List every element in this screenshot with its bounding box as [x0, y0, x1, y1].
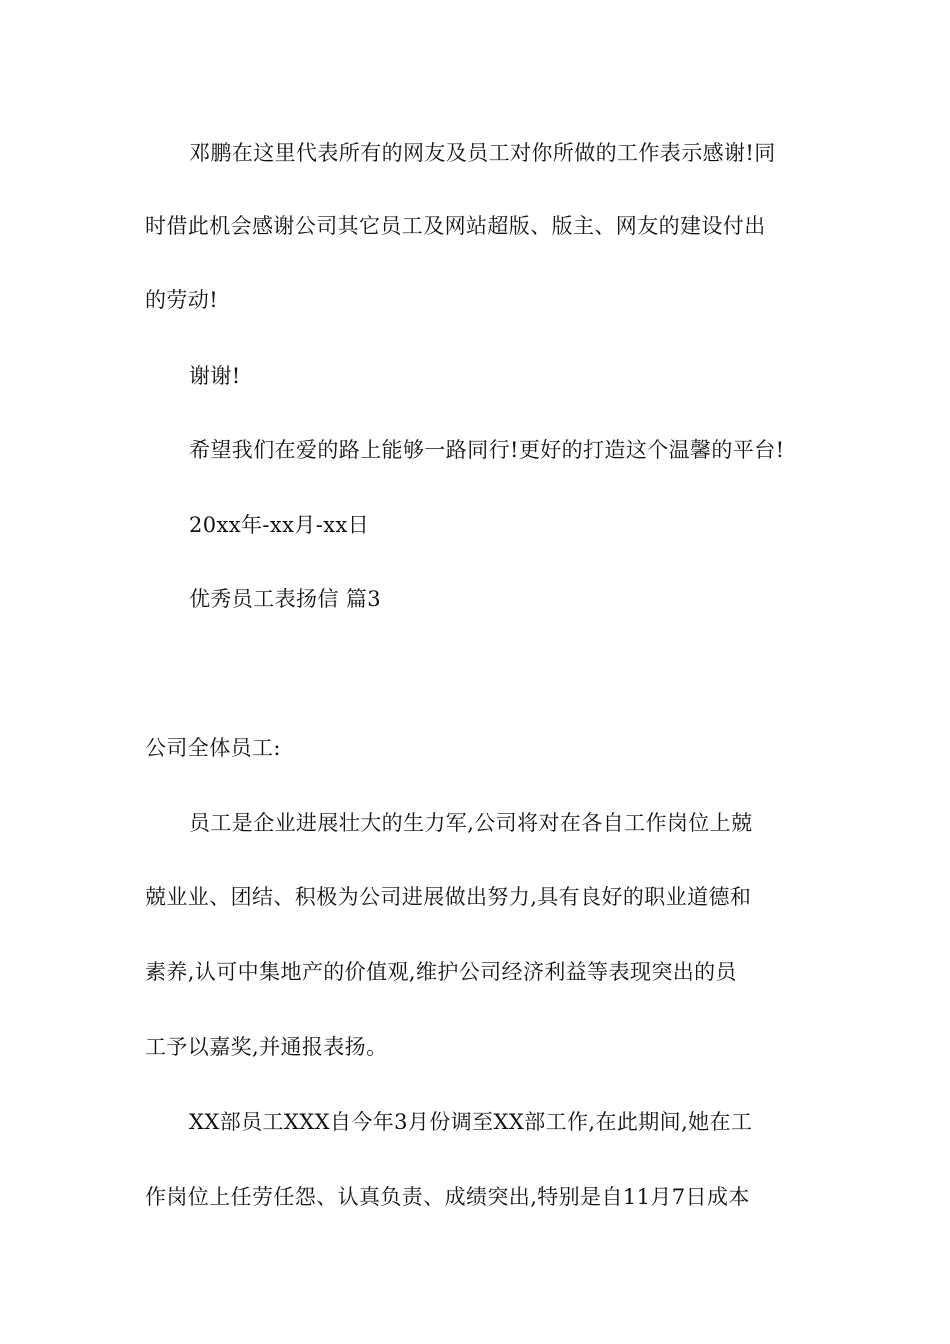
paragraph-1-line-3: 的劳动!: [145, 288, 219, 312]
paragraph-2-line-1: 员工是企业进展壮大的生力军,公司将对在各自工作岗位上兢: [189, 811, 753, 835]
wish-text: 希望我们在爱的路上能够一路同行!更好的打造这个温馨的平台!: [189, 438, 785, 462]
date-text: 20xx年-xx月-xx日: [189, 513, 370, 537]
section-title: 优秀员工表扬信 篇3: [189, 587, 382, 611]
paragraph-2-line-2: 兢业业、团结、积极为公司进展做出努力,具有良好的职业道德和: [145, 885, 752, 909]
paragraph-1-line-1: 邓鹏在这里代表所有的网友及员工对你所做的工作表示感谢!同: [189, 141, 776, 165]
paragraph-3-line-2: 作岗位上任劳任怨、认真负责、成绩突出,特别是自11月7日成本: [145, 1185, 750, 1209]
paragraph-2-line-3: 素养,认可中集地产的价值观,维护公司经济利益等表现突出的员: [145, 960, 737, 984]
paragraph-2-line-4: 工予以嘉奖,并通报表扬。: [145, 1035, 388, 1059]
paragraph-3-line-1: XX部员工XXX自今年3月份调至XX部工作,在此期间,她在工: [189, 1110, 753, 1134]
salutation-text: 公司全体员工:: [145, 736, 281, 760]
thanks-text: 谢谢!: [189, 364, 241, 388]
paragraph-1-line-2: 时借此机会感谢公司其它员工及网站超版、版主、网友的建设付出: [145, 214, 766, 238]
